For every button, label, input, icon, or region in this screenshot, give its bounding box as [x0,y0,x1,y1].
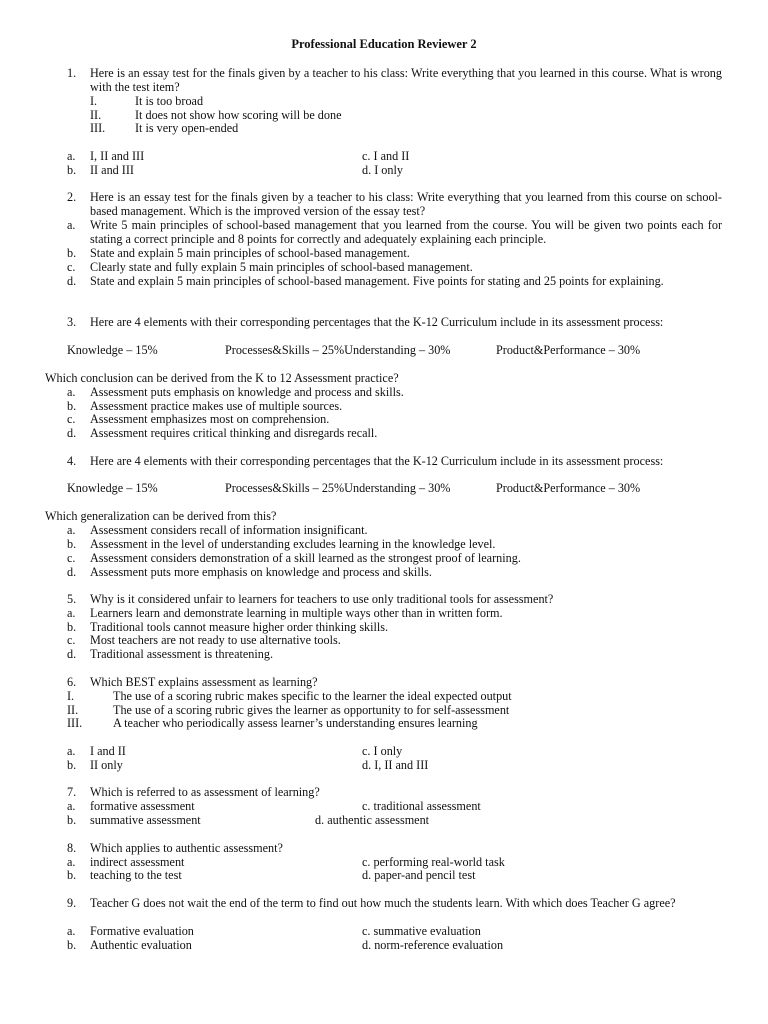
choice-letter: a. [67,924,76,938]
element-product-performance: Product&Performance – 30% [496,343,641,357]
question-number: 7. [67,785,77,799]
choice-text: Authentic evaluation [90,938,192,952]
element-knowledge: Knowledge – 15% [67,343,158,357]
roman-numeral: III. [90,121,106,135]
choice-c: c. summative evaluation [362,924,481,938]
question-text: Here is an essay test for the finals given by a teacher to his class: Write everything that you learned from this course on school-based management. Which is the improved version of the essay test? [90,190,722,218]
choice-text: Assessment considers demonstration of a skill learned as the strongest proof of learning. [90,551,521,565]
choice-text: State and explain 5 main principles of school-based management. [90,246,410,260]
choice-letter: c. [67,551,76,565]
choice-letter: a. [67,149,76,163]
question-number: 4. [67,454,77,468]
choice-letter: a. [67,606,76,620]
question-prompt: Which conclusion can be derived from the K to 12 Assessment practice? [45,371,399,385]
choice-d: d. authentic assessment [315,813,430,827]
choice-letter: a. [67,855,76,869]
choice-letter: b. [67,813,77,827]
choice-text: Assessment puts emphasis on knowledge and process and skills. [90,385,404,399]
question-text: Here are 4 elements with their corresponding percentages that the K-12 Curriculum include in its assessment process: [90,454,664,468]
element-processes-understanding: Processes&Skills – 25%Understanding – 30% [225,343,451,357]
document-title: Professional Education Reviewer 2 [291,37,477,51]
question-prompt: Which generalization can be derived from this? [45,509,277,523]
roman-item-text: It does not show how scoring will be done [135,108,342,122]
choice-text: Assessment requires critical thinking and disregards recall. [90,426,378,440]
roman-item-text: It is too broad [135,94,204,108]
choice-d: d. paper-and pencil test [362,868,476,882]
choice-text: Clearly state and fully explain 5 main principles of school-based management. [90,260,473,274]
question-text: Why is it considered unfair to learners for teachers to use only traditional tools for assessment? [90,592,554,606]
choice-text: Most teachers are not ready to use alternative tools. [90,633,341,647]
choice-letter: a. [67,385,76,399]
question-text: Which applies to authentic assessment? [90,841,283,855]
choice-letter: a. [67,523,76,537]
choice-text: Assessment emphasizes most on comprehension. [90,412,330,426]
question-text: Which is referred to as assessment of learning? [90,785,320,799]
choice-text: Assessment practice makes use of multiple sources. [90,399,343,413]
element-product-performance: Product&Performance – 30% [496,481,641,495]
roman-numeral: II. [67,703,79,717]
choice-letter: c. [67,260,76,274]
choice-letter: c. [67,633,76,647]
roman-numeral: III. [67,716,83,730]
choice-text: summative assessment [90,813,201,827]
choice-d: d. I, II and III [362,758,429,772]
question-text: Here is an essay test for the finals given by a teacher to his class: Write everything that you learned in this course. What is wrong with the test item? [90,66,722,94]
choice-text: Traditional tools cannot measure higher order thinking skills. [90,620,389,634]
choice-text: Traditional assessment is threatening. [90,647,274,661]
choice-letter: d. [67,426,77,440]
choice-text: Write 5 main principles of school-based management that you learned from the course. You will be given two points each for stating a correct principle and 8 points for correctly and adequately explaining each principle. [90,218,722,246]
choice-text: II and III [90,163,134,177]
choice-d: d. I only [362,163,403,177]
choice-letter: b. [67,868,77,882]
choice-letter: b. [67,163,77,177]
roman-numeral: I. [67,689,75,703]
choice-letter: b. [67,758,77,772]
question-number: 1. [67,66,77,80]
choice-text: Learners learn and demonstrate learning in multiple ways other than in written form. [90,606,503,620]
choice-letter: b. [67,537,77,551]
question-number: 9. [67,896,77,910]
choice-letter: b. [67,620,77,634]
roman-item-text: It is very open-ended [135,121,239,135]
choice-text: teaching to the test [90,868,182,882]
roman-numeral: II. [90,108,102,122]
choice-d: d. norm-reference evaluation [362,938,504,952]
choice-letter: b. [67,938,77,952]
choice-c: c. I only [362,744,403,758]
question-text: Which BEST explains assessment as learning? [90,675,318,689]
choice-text: formative assessment [90,799,195,813]
roman-item-text: The use of a scoring rubric makes specific to the learner the ideal expected output [113,689,512,703]
choice-letter: d. [67,565,77,579]
question-number: 3. [67,315,77,329]
choice-letter: b. [67,399,77,413]
choice-letter: c. [67,412,76,426]
choice-letter: d. [67,274,77,288]
choice-c: c. performing real-world task [362,855,505,869]
choice-c: c. I and II [362,149,410,163]
roman-item-text: A teacher who periodically assess learner’s understanding ensures learning [113,716,478,730]
choice-letter: a. [67,744,76,758]
question-text: Teacher G does not wait the end of the term to find out how much the students learn. With which does Teacher G agree? [90,896,676,910]
choice-text: indirect assessment [90,855,185,869]
choice-letter: b. [67,246,77,260]
roman-numeral: I. [90,94,98,108]
roman-item-text: The use of a scoring rubric gives the learner as opportunity to for self-assessment [113,703,510,717]
question-number: 6. [67,675,77,689]
choice-text: Assessment in the level of understanding excludes learning in the knowledge level. [90,537,496,551]
question-text: Here are 4 elements with their corresponding percentages that the K-12 Curriculum include in its assessment process: [90,315,664,329]
element-knowledge: Knowledge – 15% [67,481,158,495]
choice-text: I and II [90,744,126,758]
choice-text: State and explain 5 main principles of school-based management. Five points for stating and 25 points for explaining. [90,274,664,288]
choice-text: Assessment puts more emphasis on knowledge and process and skills. [90,565,432,579]
question-number: 8. [67,841,77,855]
choice-c: c. traditional assessment [362,799,481,813]
choice-letter: d. [67,647,77,661]
choice-letter: a. [67,218,76,232]
choice-text: II only [90,758,123,772]
choice-text: I, II and III [90,149,145,163]
choice-text: Assessment considers recall of information insignificant. [90,523,368,537]
question-number: 2. [67,190,77,204]
question-number: 5. [67,592,77,606]
choice-text: Formative evaluation [90,924,194,938]
choice-letter: a. [67,799,76,813]
element-processes-understanding: Processes&Skills – 25%Understanding – 30% [225,481,451,495]
